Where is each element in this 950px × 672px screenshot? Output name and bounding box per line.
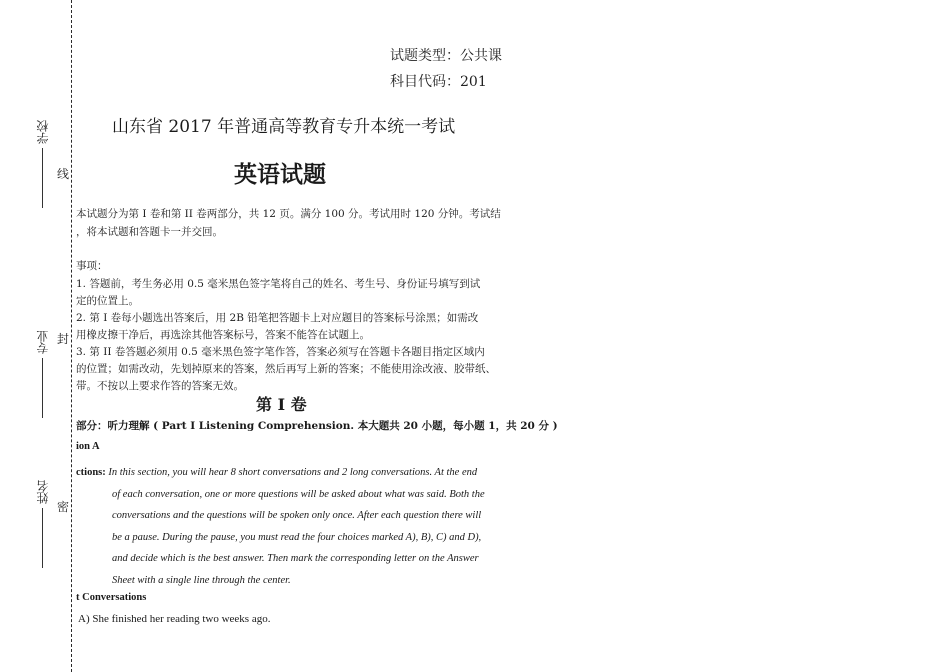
part-heading: 部分：听力理解 ( Part I Listening Comprehension. 本大题共 20 小题，每小题 1，共 20 分 ) xyxy=(76,420,558,432)
notes-line: 3. 第 II 卷答题必须用 0.5 毫米黑色签字笔作答，答案必须写在答题卡各题目指定区域内 xyxy=(76,346,485,358)
short-conversations-heading: t Conversations xyxy=(76,592,147,603)
notes-heading: 事项： xyxy=(76,260,108,272)
section-label: ion A xyxy=(76,441,100,452)
directions-line: conversations and the questions will be spoken only once. After each question there will xyxy=(112,510,482,521)
directions xyxy=(76,462,485,591)
directions-line: be a pause. During the pause, you must read the four choices marked A), B), C) and D), xyxy=(112,531,482,543)
subject-code: 科目代码：201 xyxy=(390,74,487,90)
subject-title: 英语试题 xyxy=(234,162,326,188)
notes-line: 定的位置上。 xyxy=(76,295,139,307)
directions-line: Sheet with a single line through the center. xyxy=(112,574,291,586)
directions-line: of each conversation, one or more questions will be asked about what was said. Both the xyxy=(112,488,485,500)
notes-line: 1. 答题前，考生务必用 0.5 毫米黑色签字笔将自己的姓名、考生号、身份证号填写到试 xyxy=(76,278,481,290)
directions-label: ctions: xyxy=(76,467,106,478)
seal-char-mi: 密 xyxy=(57,500,70,514)
seal-char-feng: 封 xyxy=(57,332,70,346)
binding-dashed-line xyxy=(71,0,72,672)
school-field: 学校 xyxy=(34,120,51,212)
major-field: 专业 xyxy=(34,330,51,422)
intro-line-1: 本试题分为第 I 卷和第 II 卷两部分，共 12 页。满分 100 分。考试用时 120 分钟。考试结 xyxy=(76,208,501,220)
seal-char-xian: 线 xyxy=(57,167,70,181)
name-field: 姓名 xyxy=(34,480,51,572)
intro-line-2: ，将本试题和答题卡一并交回。 xyxy=(76,226,223,238)
exam-title: 山东省 2017 年普通高等教育专升本统一考试 xyxy=(112,117,456,137)
choice-a: A) She finished her reading two weeks ago. xyxy=(78,613,271,625)
directions-line: and decide which is the best answer. Then mark the corresponding letter on the Answer xyxy=(112,553,479,564)
notes-line: 2. 第 I 卷每小题选出答案后，用 2B 铅笔把答题卡上对应题目的答案标号涂黑；如需改 xyxy=(76,312,479,324)
exam-type: 试题类型：公共课 xyxy=(390,48,502,64)
notes-line: 带。不按以上要求作答的答案无效。 xyxy=(76,380,244,392)
notes-line: 用橡皮擦干净后，再选涂其他答案标号，答案不能答在试题上。 xyxy=(76,329,370,341)
directions-line: In this section, you will hear 8 short conversations and 2 long conversations. At the end xyxy=(108,467,478,478)
notes-line: 的位置；如需改动，先划掉原来的答案，然后再写上新的答案；不能使用涂改液、胶带纸、 xyxy=(76,363,496,375)
volume-heading: 第 I 卷 xyxy=(256,395,307,414)
